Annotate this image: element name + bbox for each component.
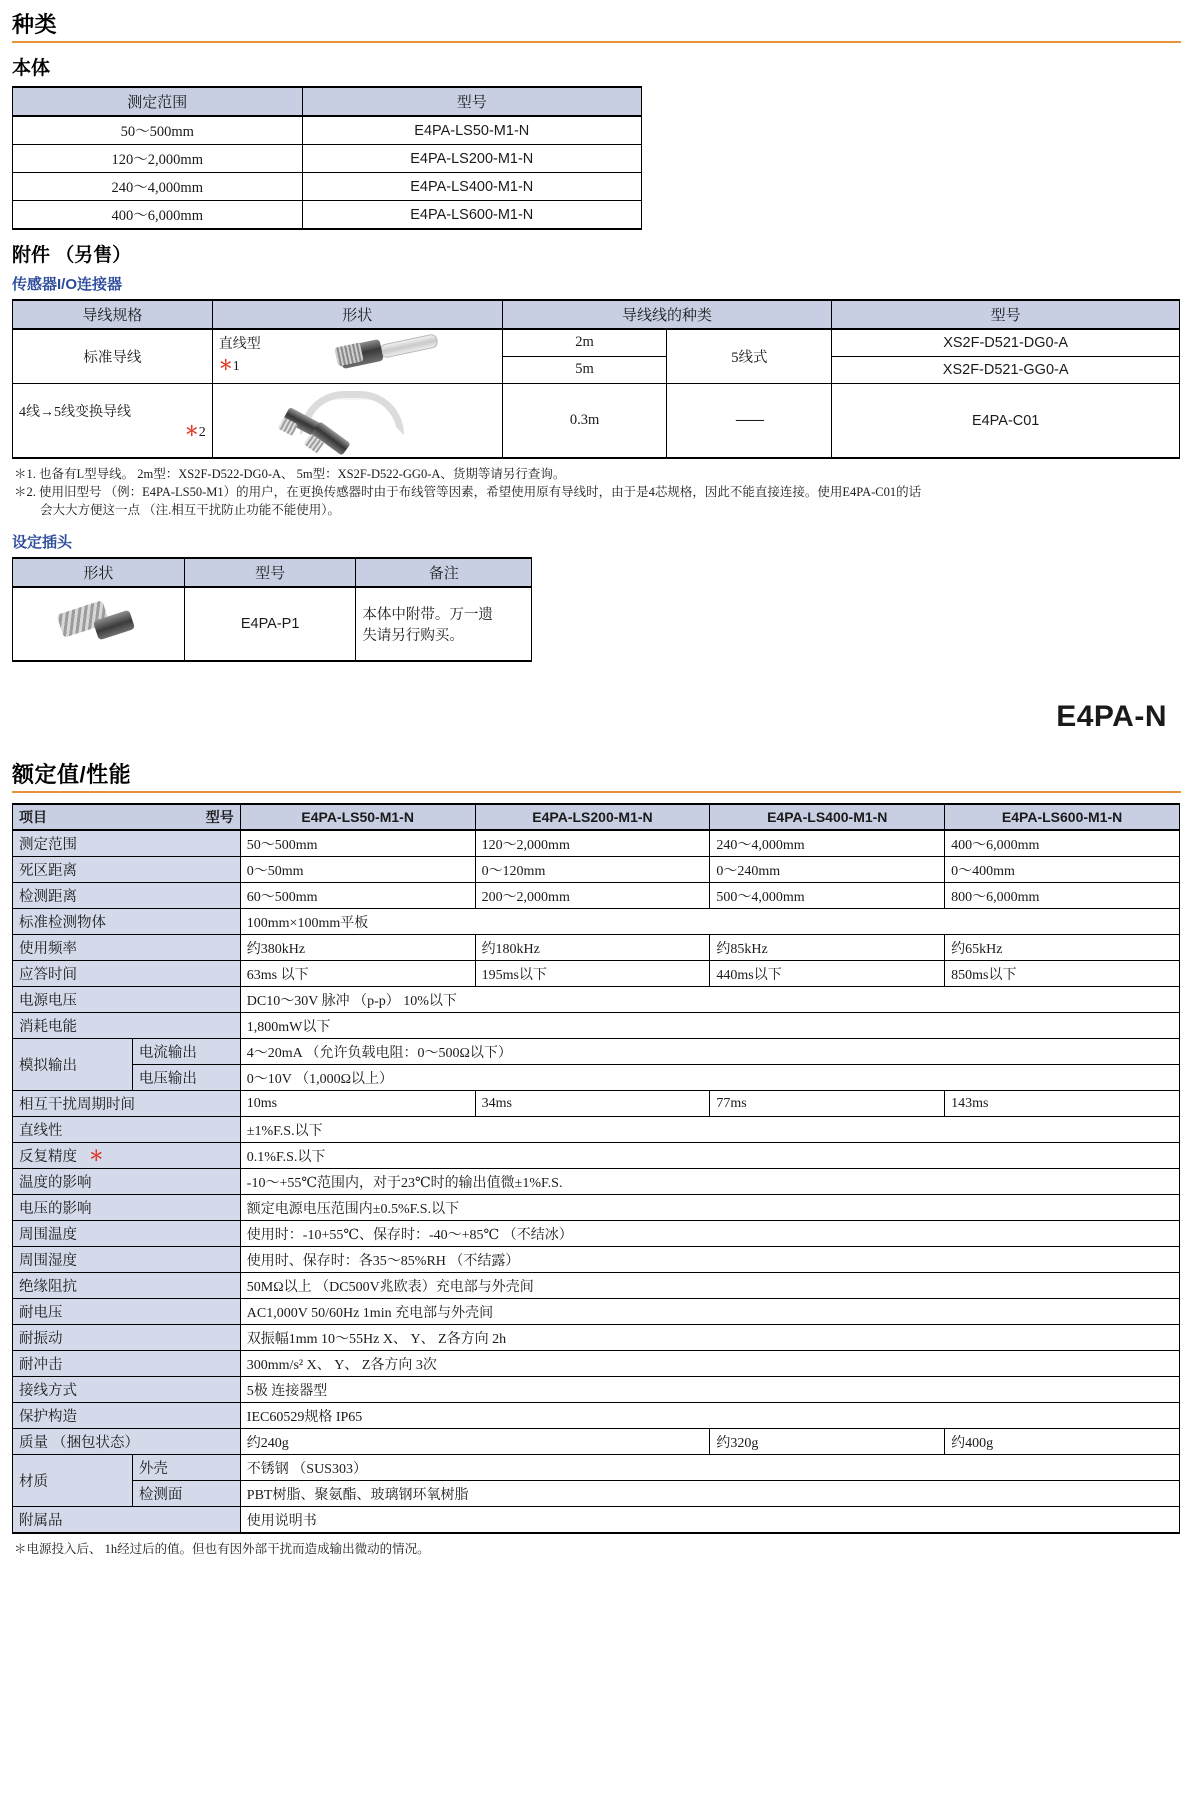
row-label-ambient-humidity: 周围湿度 <box>13 1247 241 1273</box>
cell-value: 额定电源电压范围内±0.5%F.S.以下 <box>240 1195 1179 1221</box>
datasheet-page <box>0 8 1193 1559</box>
cell-value: 0～50mm <box>240 857 475 883</box>
cell-range: 240～4,000mm <box>13 173 303 201</box>
table-row <box>13 1429 1180 1455</box>
cell-model: E4PA-LS50-M1-N <box>302 116 641 145</box>
note-line-2 <box>14 483 1181 501</box>
col-model-ls600: E4PA-LS600-M1-N <box>945 804 1180 830</box>
subsection-title-setting-plug: 设定插头 <box>12 534 73 552</box>
cell-model: E4PA-LS400-M1-N <box>302 173 641 201</box>
table-row <box>13 587 532 661</box>
cell-wire-spec-converter <box>13 384 213 459</box>
cell-value: PBT树脂、聚氨酯、玻璃钢环氧树脂 <box>240 1481 1179 1507</box>
col-wire-type: 导线线的种类 <box>502 300 832 329</box>
table-row <box>13 1325 1180 1351</box>
table-row <box>13 830 1180 857</box>
cell-model-gg0: XS2F-D521-GG0-A <box>832 356 1180 383</box>
table-row <box>13 1221 1180 1247</box>
row-label-protection-structure: 保护构造 <box>13 1403 241 1429</box>
table-row <box>13 201 642 230</box>
shape-label-straight: 直线型 <box>218 337 261 352</box>
note-text-2: 使用旧型号 （例：E4PA-LS50-M1）的用户，在更换传感器时由于布线管等因素，希望使用原有导线时，由于是4芯规格，因此不能直接连接。使用E4PA-C01的话 <box>39 485 922 500</box>
connector-straight-image <box>283 333 496 380</box>
note-line-3 <box>14 501 1181 519</box>
row-label-linearity: 直线性 <box>13 1117 241 1143</box>
cell-length-03m: 0.3m <box>502 384 667 459</box>
section-title-ratings: 额定值/性能 <box>12 762 132 788</box>
table-row <box>13 1039 1180 1065</box>
footnote-marker-icon: ＊ <box>184 424 199 440</box>
note-text-1: 也备有L型导线。 2m型：XS2F-D522-DG0-A、 5m型：XS2F-D522-GG0-A、货期等请另行查询。 <box>39 467 566 481</box>
cell-value: 195ms以下 <box>475 961 710 987</box>
row-label-accessories: 附属品 <box>13 1507 241 1534</box>
cell-value: 约380kHz <box>240 935 475 961</box>
table-row <box>13 935 1180 961</box>
cell-value: 500～4,000mm <box>710 883 945 909</box>
cell-value: 约180kHz <box>475 935 710 961</box>
section-rule <box>12 41 1181 43</box>
row-label-mass: 质量 （捆包状态） <box>13 1429 241 1455</box>
cell-value: 0～120mm <box>475 857 710 883</box>
row-label-repeatability <box>13 1143 241 1169</box>
footnote-ref-2: 2 <box>198 424 206 440</box>
cell-value: 双振幅1mm 10～55Hz X、 Y、 Z各方向 2h <box>240 1325 1179 1351</box>
cell-length-2m: 2m <box>502 329 667 356</box>
footnote-ref-1: 1 <box>232 359 240 374</box>
cell-length-5m: 5m <box>502 356 667 383</box>
cell-value: 0～400mm <box>945 857 1180 883</box>
note-mark-2: ＊2. <box>14 485 36 500</box>
cell-value: 34ms <box>475 1091 710 1117</box>
table-header-row <box>13 300 1180 329</box>
header-model-label: 型号 <box>205 811 234 827</box>
table-row <box>13 1143 1180 1169</box>
row-label-interference-cycle: 相互干扰周期时间 <box>13 1091 241 1117</box>
row-sublabel-sensing-face: 检测面 <box>132 1481 240 1507</box>
col-model-ls200: E4PA-LS200-M1-N <box>475 804 710 830</box>
accessory-notes <box>14 465 1181 519</box>
row-sublabel-current-output: 电流输出 <box>132 1039 240 1065</box>
col-measuring-range: 测定范围 <box>13 87 303 116</box>
header-item-label: 项目 <box>19 811 47 827</box>
cell-value: 400～6,000mm <box>945 830 1180 857</box>
table-row <box>13 1273 1180 1299</box>
subsection-title-body: 本体 <box>12 58 51 79</box>
row-label-shock-resistance: 耐冲击 <box>13 1351 241 1377</box>
cell-plug-remark <box>356 587 532 661</box>
row-label-temperature-influence: 温度的影响 <box>13 1169 241 1195</box>
row-label-power-consumption: 消耗电能 <box>13 1013 241 1039</box>
cell-range: 50～500mm <box>13 116 303 145</box>
table-row <box>13 1481 1180 1507</box>
cell-range: 400～6,000mm <box>13 201 303 230</box>
cell-value: 63ms 以下 <box>240 961 475 987</box>
cell-value: 850ms以下 <box>945 961 1180 987</box>
cell-value: 使用说明书 <box>240 1507 1179 1534</box>
table-row <box>13 909 1180 935</box>
setting-plug-icon <box>43 599 153 645</box>
row-label-material: 材质 <box>13 1455 133 1507</box>
table-row <box>13 1507 1180 1534</box>
specifications-table <box>12 803 1180 1534</box>
row-label-analog-output: 模拟输出 <box>13 1039 133 1091</box>
row-label-vibration-resistance: 耐振动 <box>13 1325 241 1351</box>
note-text-3: 会大大方便这一点 （注.相互干扰防止功能不能使用）。 <box>40 503 341 518</box>
cell-value: 约320g <box>710 1429 945 1455</box>
col-model: 型号 <box>832 300 1180 329</box>
table-row <box>13 384 1180 459</box>
table-row <box>13 857 1180 883</box>
row-label-ambient-temperature: 周围温度 <box>13 1221 241 1247</box>
row-sublabel-voltage-output: 电压输出 <box>132 1065 240 1091</box>
cell-value: 0.1%F.S.以下 <box>240 1143 1179 1169</box>
table-row <box>13 987 1180 1013</box>
cell-wire-spec: 标准导线 <box>13 329 213 384</box>
table-row <box>13 329 1180 356</box>
row-label-measuring-range: 测定范围 <box>13 830 241 857</box>
bottom-note <box>14 1540 1181 1558</box>
col-model-ls50: E4PA-LS50-M1-N <box>240 804 475 830</box>
table-row <box>13 961 1180 987</box>
row-sublabel-housing: 外壳 <box>132 1455 240 1481</box>
table-header-row <box>13 87 642 116</box>
cell-value: 约400g <box>945 1429 1180 1455</box>
row-label-detection-distance: 检测距离 <box>13 883 241 909</box>
cell-wire-type-none: —— <box>667 384 832 459</box>
table-row <box>13 1455 1180 1481</box>
col-shape: 形状 <box>13 558 185 587</box>
row-label-voltage-influence: 电压的影响 <box>13 1195 241 1221</box>
cell-value: 300mm/s² X、 Y、 Z各方向 3次 <box>240 1351 1179 1377</box>
table-row <box>13 1065 1180 1091</box>
cell-model-dg0: XS2F-D521-DG0-A <box>832 329 1180 356</box>
row-label-wiring-method: 接线方式 <box>13 1377 241 1403</box>
table-row <box>13 1247 1180 1273</box>
cell-value: 50MΩ以上 （DC500V兆欧表）充电部与外壳间 <box>240 1273 1179 1299</box>
col-remark: 备注 <box>356 558 532 587</box>
cell-value: 约85kHz <box>710 935 945 961</box>
footnote-marker-icon: ＊ <box>218 359 233 374</box>
table-header-row <box>13 804 1180 830</box>
row-label-response-time: 应答时间 <box>13 961 241 987</box>
cell-value: 50～500mm <box>240 830 475 857</box>
cell-wire-type-5: 5线式 <box>667 329 832 384</box>
cell-value: 0～10V （1,000Ω以上） <box>240 1065 1179 1091</box>
cell-value: DC10～30V 脉冲 （p-p） 10%以下 <box>240 987 1179 1013</box>
cell-plug-shape <box>13 587 185 661</box>
cell-value: 不锈钢 （SUS303） <box>240 1455 1179 1481</box>
cell-value: -10～+55℃范围内，对于23℃时的输出值微±1%F.S. <box>240 1169 1179 1195</box>
col-model: 型号 <box>184 558 356 587</box>
cell-model-c01: E4PA-C01 <box>832 384 1180 459</box>
cell-value: 使用时：-10+55℃、保存时：-40～+85℃ （不结冰） <box>240 1221 1179 1247</box>
footnote-marker-icon: ＊ <box>89 1149 104 1166</box>
table-header-row <box>13 558 532 587</box>
row-label-dead-zone: 死区距离 <box>13 857 241 883</box>
cell-value: 约65kHz <box>945 935 1180 961</box>
table-row <box>13 1091 1180 1117</box>
cell-value: 77ms <box>710 1091 945 1117</box>
cell-value: 200～2,000mm <box>475 883 710 909</box>
col-item-model <box>13 804 241 830</box>
cell-model: E4PA-LS200-M1-N <box>302 145 641 173</box>
cell-value: 5极 连接器型 <box>240 1377 1179 1403</box>
subsection-title-sensor-io: 传感器I/O连接器 <box>12 276 123 293</box>
cell-value: 800～6,000mm <box>945 883 1180 909</box>
table-row <box>13 173 642 201</box>
cell-value: 约240g <box>240 1429 710 1455</box>
cable-connector-icon <box>334 333 444 375</box>
row-label-supply-voltage: 电源电压 <box>13 987 241 1013</box>
cell-shape-converter <box>212 384 502 459</box>
cell-value: 使用时、保存时：各35～85%RH （不结露） <box>240 1247 1179 1273</box>
cell-value: 100mm×100mm平板 <box>240 909 1179 935</box>
row-label-dielectric-strength: 耐电压 <box>13 1299 241 1325</box>
cell-value: 60～500mm <box>240 883 475 909</box>
row-label-standard-object: 标准检测物体 <box>13 909 241 935</box>
cell-value: 240～4,000mm <box>710 830 945 857</box>
cell-plug-model: E4PA-P1 <box>184 587 356 661</box>
cell-shape-straight <box>212 329 502 384</box>
table-row <box>13 1403 1180 1429</box>
subsection-title-accessories: 附件 （另售） <box>12 245 132 266</box>
table-row <box>13 1377 1180 1403</box>
cell-value: AC1,000V 50/60Hz 1min 充电部与外壳间 <box>240 1299 1179 1325</box>
table-row <box>13 883 1180 909</box>
cell-value: ±1%F.S.以下 <box>240 1117 1179 1143</box>
table-row <box>13 1299 1180 1325</box>
note-line-1 <box>14 465 1181 483</box>
remark-line-2: 失请另行购买。 <box>362 628 464 645</box>
converter-label: 4线→5线变换导线 <box>19 404 131 420</box>
cell-value: 440ms以下 <box>710 961 945 987</box>
setting-plug-table <box>12 557 532 662</box>
table-row <box>13 1013 1180 1039</box>
table-row <box>13 116 642 145</box>
cell-range: 120～2,000mm <box>13 145 303 173</box>
cell-value: 1,800mW以下 <box>240 1013 1179 1039</box>
row-label-insulation-resistance: 绝缘阻抗 <box>13 1273 241 1299</box>
cell-value: 4～20mA （允许负载电阻：0～500Ω以下） <box>240 1039 1179 1065</box>
section-rule <box>12 791 1181 793</box>
cell-value: IEC60529规格 IP65 <box>240 1403 1179 1429</box>
note-mark-1: ＊1. <box>14 467 36 481</box>
table-row <box>13 145 642 173</box>
repeatability-text: 反复精度 <box>19 1149 77 1166</box>
col-model: 型号 <box>302 87 641 116</box>
col-model-ls400: E4PA-LS400-M1-N <box>710 804 945 830</box>
row-label-frequency: 使用频率 <box>13 935 241 961</box>
cell-value: 0～240mm <box>710 857 945 883</box>
cell-value: 120～2,000mm <box>475 830 710 857</box>
converter-cable-icon <box>282 387 432 449</box>
table-row <box>13 1195 1180 1221</box>
col-shape: 形状 <box>212 300 502 329</box>
table-row <box>13 1169 1180 1195</box>
bottom-note-text: ＊电源投入后、 1h经过后的值。但也有因外部干扰而造成输出微动的情况。 <box>14 1542 430 1557</box>
body-models-table <box>12 86 642 230</box>
col-wire-spec: 导线规格 <box>13 300 213 329</box>
cell-value: 143ms <box>945 1091 1180 1117</box>
accessories-table <box>12 299 1180 459</box>
product-code: E4PA-N <box>1056 700 1167 734</box>
table-row <box>13 1351 1180 1377</box>
table-row <box>13 1117 1180 1143</box>
cell-model: E4PA-LS600-M1-N <box>302 201 641 230</box>
remark-line-1: 本体中附带。万一遗 <box>362 607 493 624</box>
cell-value: 10ms <box>240 1091 475 1117</box>
section-title-kinds: 种类 <box>12 12 58 37</box>
